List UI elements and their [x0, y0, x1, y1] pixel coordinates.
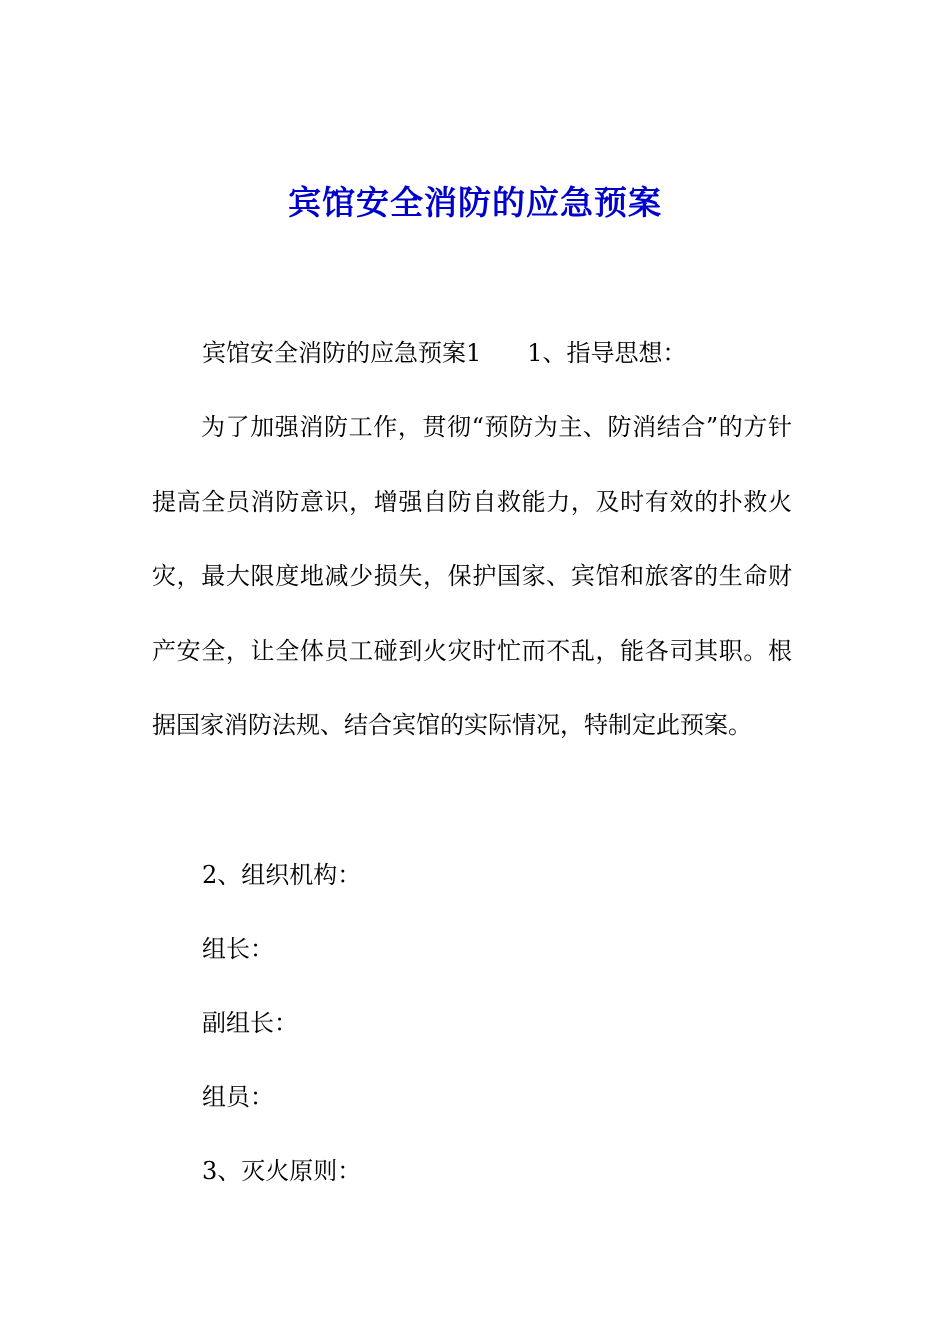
heading-1-section: 1、指导思想： — [527, 339, 687, 367]
document-title: 宾馆安全消防的应急预案 — [288, 183, 662, 222]
members-line: 组员： — [202, 1083, 274, 1111]
guiding-paragraph: 为了加强消防工作，贯彻“预防为主、防消结合”的方针提高全员消防意识，增强自防自救能力，及时有效的扑救火灾，最大限度地减少损失，保护国家、宾馆和旅客的生命财产安全，让全体员工碰到火灾时忙而不乱，能各司其职。根据国家消防法规、结合宾馆的实际情况，特制定此预案。 — [152, 413, 792, 739]
section-3-heading: 3、灭火原则： — [202, 1157, 362, 1185]
section-2-heading: 2、组织机构： — [202, 861, 362, 889]
heading-line-1 — [202, 316, 842, 390]
deputy-leader-line: 副组长： — [202, 1009, 298, 1037]
leader-line: 组长： — [202, 935, 274, 963]
heading-1-prefix: 宾馆安全消防的应急预案1 — [202, 339, 482, 367]
